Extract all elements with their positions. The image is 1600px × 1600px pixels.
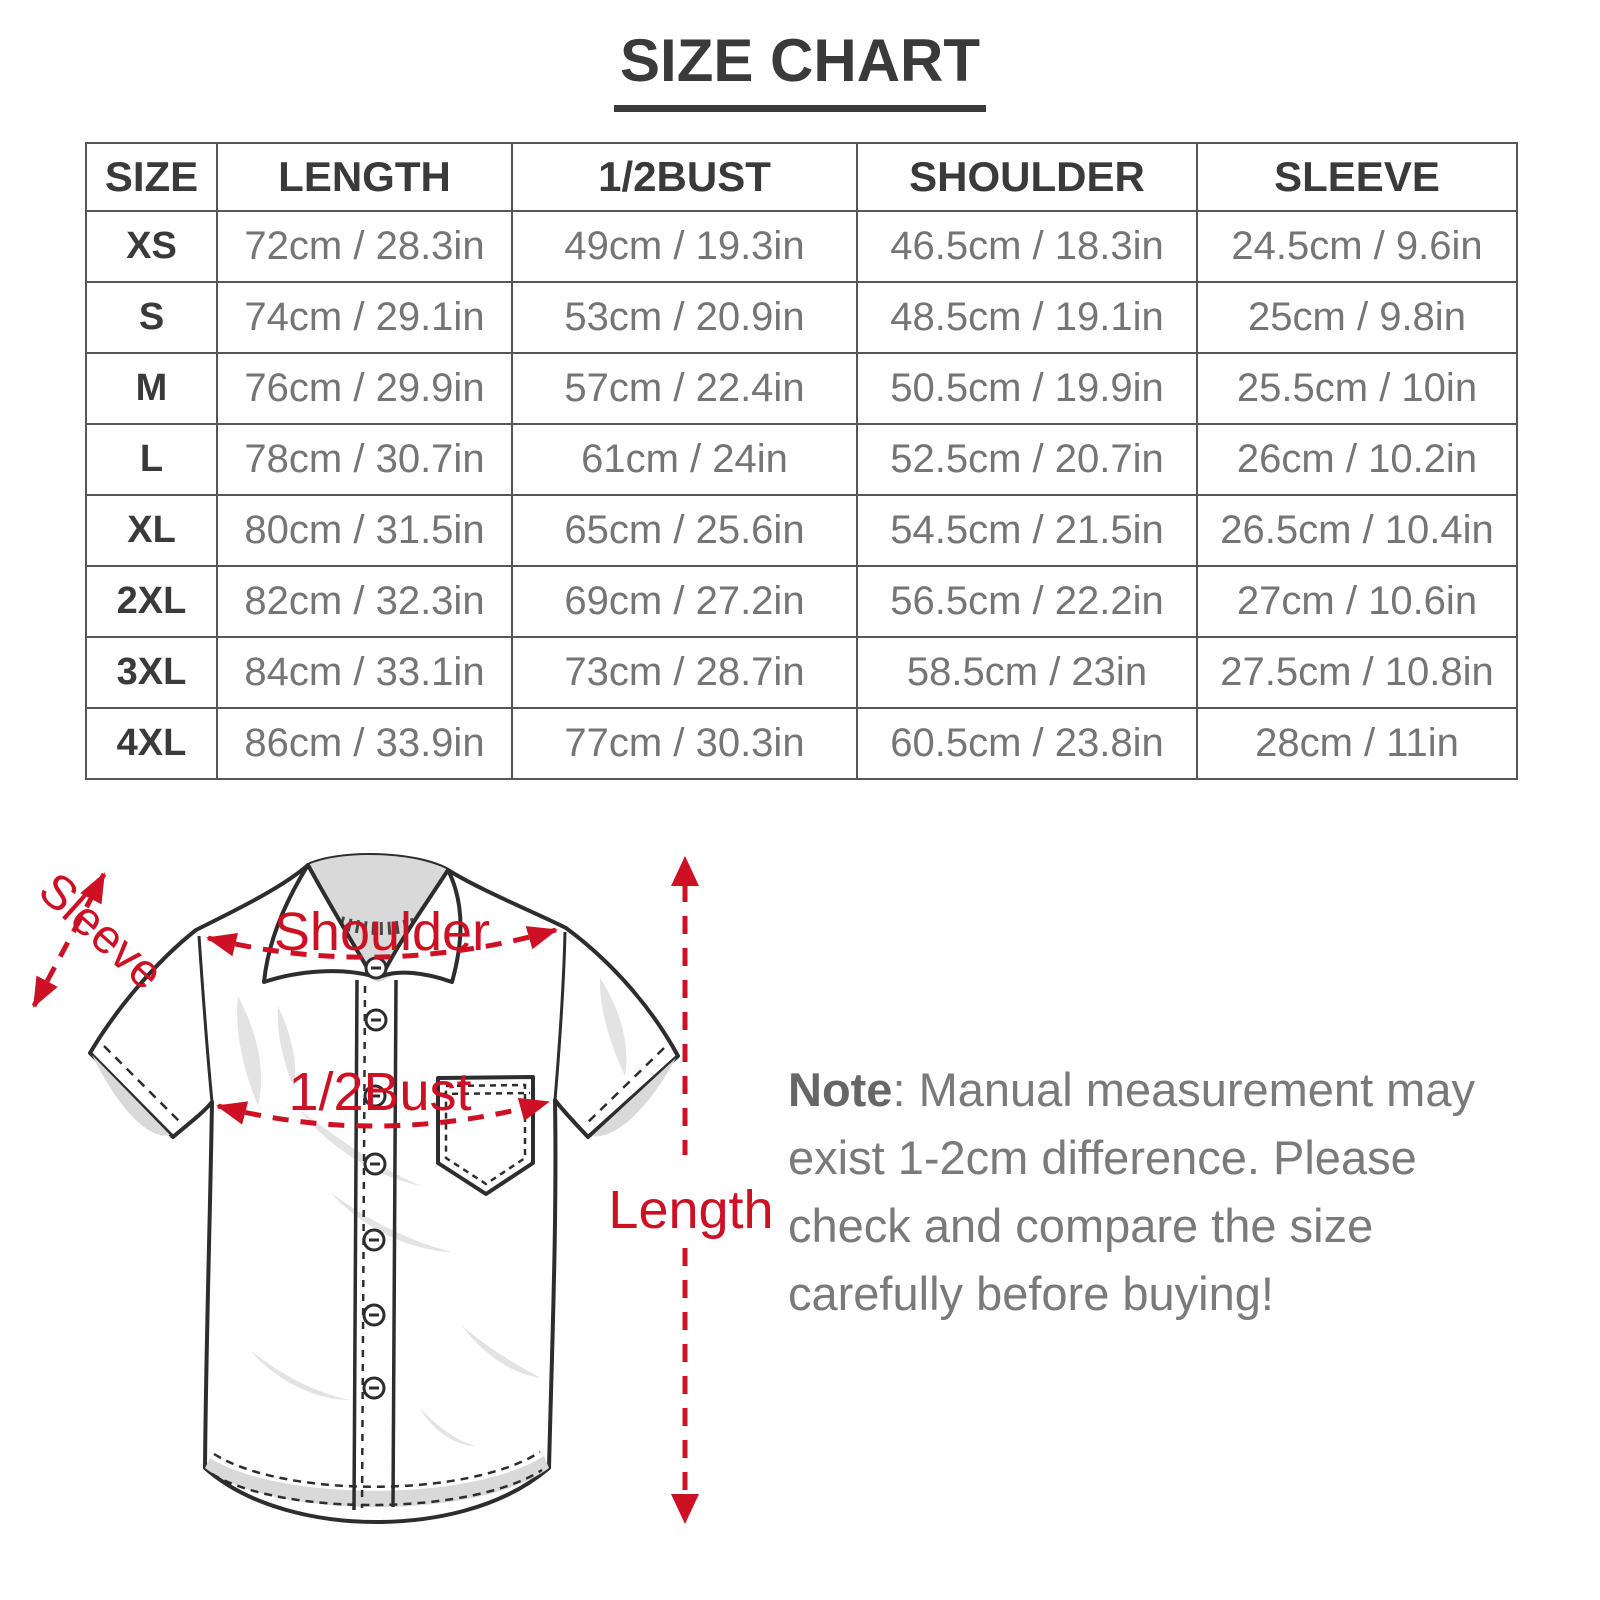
header-row: [86, 143, 1517, 211]
shoulder-cell: 46.5cm / 18.3in: [857, 211, 1197, 282]
bust-cell: 65cm / 25.6in: [512, 495, 857, 566]
bust-cell: 53cm / 20.9in: [512, 282, 857, 353]
bust-label: 1/2Bust: [288, 1062, 472, 1122]
table-row-2xl: [86, 566, 1517, 637]
length-cell: 86cm / 33.9in: [217, 708, 512, 779]
page-title: SIZE CHART: [614, 26, 986, 112]
size-table: [85, 142, 1518, 780]
length-cell: 72cm / 28.3in: [217, 211, 512, 282]
col-header-length: LENGTH: [217, 143, 512, 211]
length-cell: 80cm / 31.5in: [217, 495, 512, 566]
bust-cell: 61cm / 24in: [512, 424, 857, 495]
size-cell: 3XL: [86, 637, 217, 708]
sleeve-cell: 27cm / 10.6in: [1197, 566, 1517, 637]
bust-cell: 77cm / 30.3in: [512, 708, 857, 779]
length-cell: 78cm / 30.7in: [217, 424, 512, 495]
table-row-m: [86, 353, 1517, 424]
shoulder-cell: 48.5cm / 19.1in: [857, 282, 1197, 353]
sleeve-cell: 26.5cm / 10.4in: [1197, 495, 1517, 566]
table-row-s: [86, 282, 1517, 353]
shoulder-cell: 52.5cm / 20.7in: [857, 424, 1197, 495]
shoulder-cell: 58.5cm / 23in: [857, 637, 1197, 708]
note-text: [788, 1056, 1504, 1328]
col-header-sleeve: SLEEVE: [1197, 143, 1517, 211]
col-header-bust: 1/2BUST: [512, 143, 857, 211]
note-line-2: exist 1-2cm difference. Please: [788, 1131, 1417, 1184]
sleeve-cell: 28cm / 11in: [1197, 708, 1517, 779]
table-row-3xl: [86, 637, 1517, 708]
bust-cell: 57cm / 22.4in: [512, 353, 857, 424]
size-cell: S: [86, 282, 217, 353]
table-row-xs: [86, 211, 1517, 282]
bust-cell: 69cm / 27.2in: [512, 566, 857, 637]
note-line-1: Note: Manual measurement may: [788, 1063, 1475, 1116]
size-cell: M: [86, 353, 217, 424]
bust-cell: 73cm / 28.7in: [512, 637, 857, 708]
sleeve-cell: 26cm / 10.2in: [1197, 424, 1517, 495]
length-cell: 84cm / 33.1in: [217, 637, 512, 708]
shoulder-cell: 56.5cm / 22.2in: [857, 566, 1197, 637]
shoulder-label: Shoulder: [273, 902, 491, 962]
col-header-shoulder: SHOULDER: [857, 143, 1197, 211]
sleeve-cell: 27.5cm / 10.8in: [1197, 637, 1517, 708]
shoulder-cell: 60.5cm / 23.8in: [857, 708, 1197, 779]
sleeve-cell: 25cm / 9.8in: [1197, 282, 1517, 353]
size-cell: 4XL: [86, 708, 217, 779]
note-line-3: check and compare the size: [788, 1199, 1374, 1252]
note-label: Note: [788, 1063, 893, 1116]
bust-cell: 49cm / 19.3in: [512, 211, 857, 282]
length-label: Length: [608, 1180, 774, 1240]
length-cell: 74cm / 29.1in: [217, 282, 512, 353]
table-row-4xl: [86, 708, 1517, 779]
note-line-4: carefully before buying!: [788, 1267, 1274, 1320]
sleeve-cell: 25.5cm / 10in: [1197, 353, 1517, 424]
size-cell: 2XL: [86, 566, 217, 637]
length-cell: 82cm / 32.3in: [217, 566, 512, 637]
shirt-measurement-diagram: [0, 810, 780, 1600]
table-row-xl: [86, 495, 1517, 566]
col-header-size: SIZE: [86, 143, 217, 211]
sleeve-cell: 24.5cm / 9.6in: [1197, 211, 1517, 282]
size-cell: XL: [86, 495, 217, 566]
shoulder-cell: 50.5cm / 19.9in: [857, 353, 1197, 424]
size-cell: XS: [86, 211, 217, 282]
table-row-l: [86, 424, 1517, 495]
shoulder-cell: 54.5cm / 21.5in: [857, 495, 1197, 566]
sleeve-label: Sleeve: [28, 862, 174, 1001]
title-wrap: [0, 26, 1600, 112]
length-cell: 76cm / 29.9in: [217, 353, 512, 424]
size-cell: L: [86, 424, 217, 495]
